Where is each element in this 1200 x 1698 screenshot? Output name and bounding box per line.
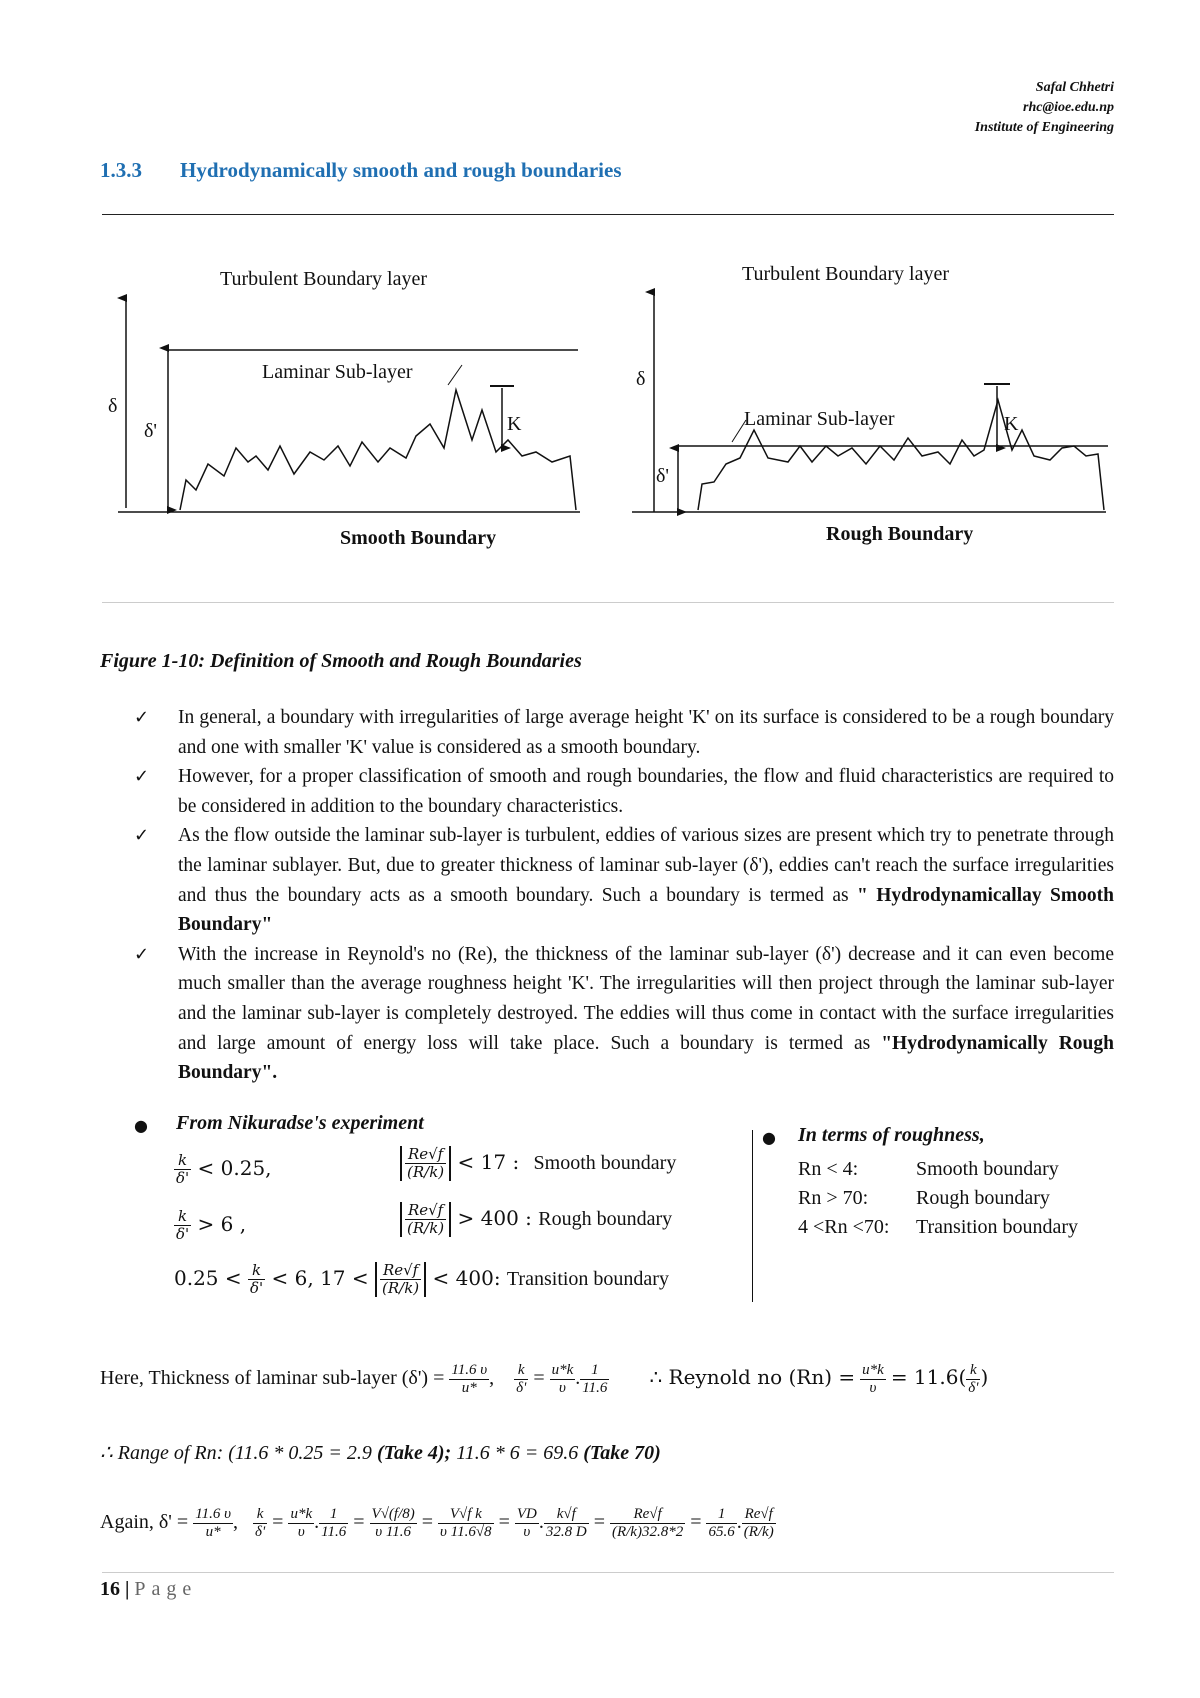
boundary-figure (100, 250, 1120, 550)
left-title: Turbulent Boundary layer (220, 268, 428, 290)
nikuradse-heading (134, 1116, 148, 1136)
footer-rule (102, 1572, 1114, 1573)
nikuradse-row-1-reynolds: $\frac{Re√f}{(R/k)}$ < 17 : Smooth boundary (400, 1146, 676, 1181)
page-footer: 16 | Page (100, 1578, 198, 1600)
thickness-equation: Here, Thickness of laminar sub-layer (δ') = $\frac{11.6 \upsilon}{u*}$ , $\frac{k}{\delta'}$ = $\frac{u*k}{\upsilon}$ . $\frac{1}{11.6}$ ∴ Reynold no (Rn) = $\frac{u*k}{\upsilon}$ = 11.6( $\frac{k}{\delta'}$ ) (100, 1362, 989, 1396)
roughness-row: 4 <Rn <70: Transition boundary (798, 1216, 1079, 1238)
left-delta-label: δ (108, 395, 118, 417)
right-delta-prime-label: δ' (656, 465, 670, 487)
bullet-text: However, for a proper classification of smooth and rough boundaries, the flow and fluid characteristics are required to be considered in addition to the boundary characteristics. (178, 766, 1114, 817)
bullet-item (128, 940, 1114, 1088)
bullet-item (128, 762, 1114, 821)
bullet-emphasis: "Hydrodynamically Rough Boundary". (178, 1032, 1114, 1084)
column-divider (752, 1130, 753, 1302)
bullet-emphasis: " Hydrodynamicallay Smooth Boundary" (178, 884, 1114, 936)
roughness-row: Rn > 70: Rough boundary (798, 1187, 1050, 1209)
bullet-text: In general, a boundary with irregularities of large average height 'K' on its surface is considered to be a rough boundary and one with smaller 'K' value is considered as a smooth boundary. (178, 707, 1114, 758)
checkmark-icon: ✓ (134, 825, 150, 847)
nikuradse-row-2-label: Rough boundary (538, 1208, 673, 1230)
bullet-dot-icon: ● (762, 1128, 776, 1147)
left-k-label: K (507, 413, 522, 435)
smooth-roughness-profile (180, 390, 576, 510)
nikuradse-row-1-label: Smooth boundary (533, 1152, 677, 1174)
section-rule (102, 214, 1114, 215)
section-number: 1.3.3 (100, 158, 142, 182)
range-of-rn: ∴ Range of Rn: (11.6 * 0.25 = 2.9 (Take 4); 11.6 * 6 = 69.6 (Take 70) (100, 1442, 661, 1464)
left-sublayer-leader (448, 365, 462, 385)
nikuradse-title: From Nikuradse's experiment (176, 1112, 424, 1134)
reynold-expression: ∴ Reynold no (Rn) = (649, 1365, 856, 1390)
right-sublayer-label: Laminar Sub-layer (744, 408, 895, 430)
bullet-text: With the increase in Reynold's no (Re), the thickness of the laminar sub-layer (δ') decrease and it can even become much smaller than the average roughness height 'K'. The irregularities will then project through the laminar sub-layer and the laminar sub-layer is completely destroyed. The eddies will thus come in contact with the surface irregularities and large amount of energy loss will take place. Such a boundary is termed as (178, 943, 1114, 1054)
nikuradse-row-2-condition: $\frac{k}{\delta'}$ > 6 , (176, 1207, 247, 1243)
author-email: rhc@ioe.edu.np (1023, 100, 1114, 115)
checkmark-icon: ✓ (134, 707, 150, 728)
nikuradse-row-1-condition: $\frac{k}{\delta'}$ < 0.25, (176, 1151, 272, 1187)
nikuradse-row-3: 0.25 < $\frac{k}{\delta'}$ < 6, 17 < $\frac{Re√f}{(R/k)}$ < 400: Transition boundary (174, 1261, 669, 1297)
bullet-item (128, 703, 1114, 762)
rough-boundary-label: Rough Boundary (826, 523, 974, 545)
again-equation: Again, δ' = $\frac{11.6 \upsilon}{u*}$ , $\frac{k}{\delta'}$ = $\frac{u*k}{\upsilon}$ . $\frac{1}{11.6}$ = $\frac{V√(f/8)}{\upsilon 11.6}$ = $\frac{\text{V√f k}}{\upsilon 11.6√8}$ = $\frac{VD}{\upsilon}$ . $\frac{k√f}{32.8 D}$ = $\frac{Re√f}{(R/k)32.8*2}$ = $\frac{1}{65.6}$ . $\frac{Re√f}{(R/k)}$ (100, 1506, 774, 1540)
left-delta-prime-label: δ' (144, 420, 158, 442)
roughness-row: Rn < 4: Smooth boundary (798, 1158, 1059, 1180)
left-sublayer-label: Laminar Sub-layer (262, 361, 413, 383)
bullet-dot-icon: ● (134, 1116, 148, 1135)
checkmark-icon: ✓ (134, 943, 150, 965)
bullet-item (128, 821, 1114, 939)
right-sublayer-leader (732, 420, 746, 442)
roughness-title: In terms of roughness, (798, 1124, 985, 1146)
smooth-boundary-label: Smooth Boundary (340, 527, 497, 549)
nikuradse-row-2-reynolds: $\frac{Re√f}{(R/k)}$ > 400 : Rough boundary (400, 1202, 672, 1237)
page-word: Page (134, 1578, 198, 1600)
figure-caption: Figure 1-10: Definition of Smooth and Rough Boundaries (100, 650, 582, 672)
page-header (975, 78, 1114, 138)
institute-name: Institute of Engineering (974, 120, 1114, 135)
right-delta-label: δ (636, 368, 646, 390)
right-title: Turbulent Boundary layer (742, 263, 950, 285)
bullet-list (128, 703, 1114, 1088)
right-k-label: K (1004, 413, 1019, 435)
author-name: Safal Chhetri (1035, 80, 1114, 95)
section-heading (100, 158, 622, 183)
roughness-table (798, 1155, 1078, 1242)
checkmark-icon: ✓ (134, 766, 150, 788)
page-number: 16 (100, 1578, 120, 1600)
nikuradse-row-3-label: Transition boundary (506, 1268, 669, 1290)
section-title: Hydrodynamically smooth and rough boundaries (180, 158, 622, 182)
figure-rule (102, 602, 1114, 603)
bullet-text: As the flow outside the laminar sub-layer is turbulent, eddies of various sizes are present which try to penetrate through the laminar sublayer. But, due to greater thickness of laminar sub-layer (δ'), eddies can't reach the surface irregularities and thus the boundary acts as a smooth boundary. Such a boundary is termed as (178, 825, 1114, 906)
